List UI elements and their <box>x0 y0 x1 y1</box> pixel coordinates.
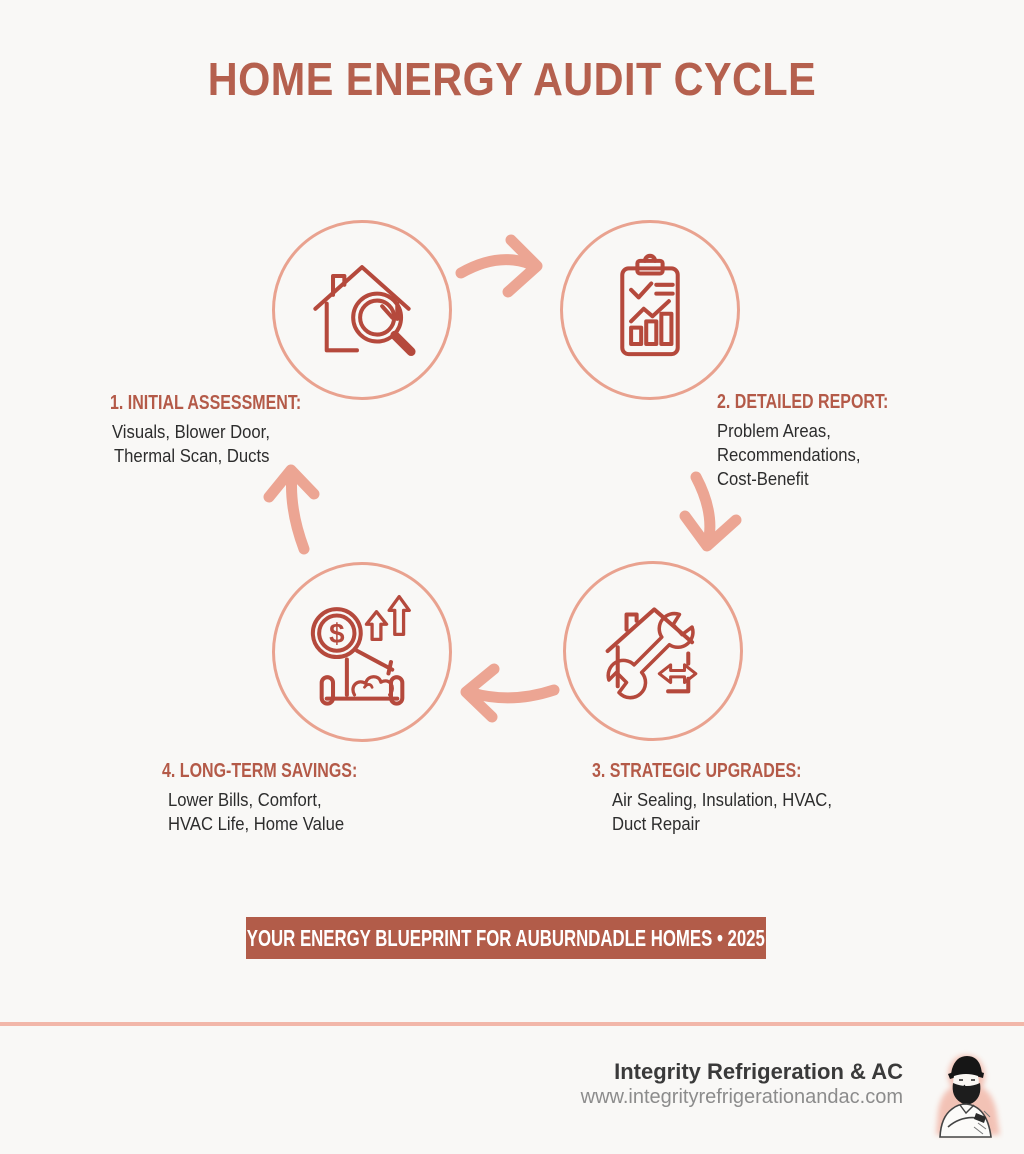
step-detail-line: Air Sealing, Insulation, HVAC, <box>612 789 832 810</box>
arrow-left-icon <box>466 669 554 717</box>
cycle-node-initial-assessment <box>272 220 452 400</box>
page-title: HOME ENERGY AUDIT CYCLE <box>207 53 817 105</box>
house-wrench-icon <box>590 588 716 714</box>
bearded-technician-logo <box>928 1046 1004 1140</box>
arrow-up-icon <box>269 470 314 549</box>
step-heading: 4. LONG-TERM SAVINGS: <box>162 760 358 782</box>
step-detail-line: Lower Bills, Comfort, <box>168 789 322 810</box>
house-magnifier-icon <box>299 247 425 373</box>
website-url: www.integrityrefrigerationandac.com <box>580 1086 903 1108</box>
step-detail-line: Recommendations, <box>717 444 861 465</box>
cycle-node-long-term-savings <box>272 562 452 742</box>
step-heading: 2. DETAILED REPORT: <box>717 391 889 413</box>
money-cart-icon <box>299 589 425 715</box>
step-long-term-savings <box>162 760 406 836</box>
cycle-node-strategic-upgrades <box>563 561 743 741</box>
step-heading: 1. INITIAL ASSESSMENT: <box>110 392 302 414</box>
arrow-right-icon <box>461 240 537 292</box>
step-heading: 3. STRATEGIC UPGRADES: <box>592 760 802 782</box>
step-detail-line: HVAC Life, Home Value <box>168 813 345 834</box>
svg-text:$: $ <box>329 618 345 650</box>
step-detail-line: Thermal Scan, Ducts <box>114 445 270 466</box>
step-detailed-report <box>717 391 931 491</box>
company-name: Integrity Refrigeration & AC <box>614 1059 903 1084</box>
step-detail-line: Duct Repair <box>612 813 700 834</box>
step-detail-line: Problem Areas, <box>717 420 831 441</box>
tagline-banner: YOUR ENERGY BLUEPRINT FOR AUBURNDADLE HOMES • 2025 <box>246 917 766 959</box>
step-initial-assessment <box>110 392 349 468</box>
step-strategic-upgrades <box>592 760 856 836</box>
step-detail-line: Cost-Benefit <box>717 468 809 489</box>
footer <box>483 1058 903 1110</box>
step-detail-line: Visuals, Blower Door, <box>112 421 270 442</box>
report-clipboard-icon <box>587 247 713 373</box>
footer-divider <box>0 1022 1024 1026</box>
cycle-node-detailed-report <box>560 220 740 400</box>
